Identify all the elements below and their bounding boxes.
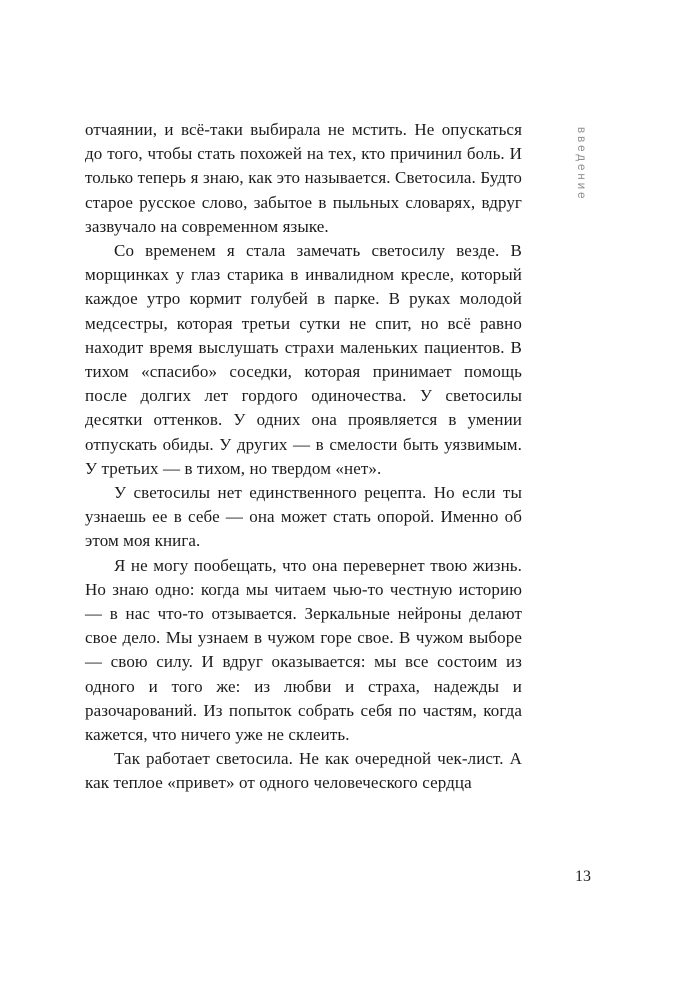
page-number: 13 xyxy=(575,868,591,885)
chapter-side-label: введение xyxy=(575,127,587,202)
paragraph: отчаянии, и всё-таки выбирала не мстить. Не опускаться до того, чтобы стать похожей на тех, кто причинил боль. И только теперь я знаю, как это называется. Светосила. Будто старое русское слово, забытое в пыльных словарях, вдруг зазвучало на современном языке. xyxy=(85,120,522,236)
paragraph: Со временем я стала замечать светосилу везде. В морщинках у глаз старика в инвалидном кресле, который каждое утро кормит голубей в парке. В руках молодой медсестры, которая третьи сутки не спит, но всё равно находит время выслушать страхи маленьких пациентов. В тихом «спасибо» соседки, которая принимает помощь после долгих лет гордого одиночества. У светосилы десятки оттенков. У одних она проявляется в умении отпускать обиды. У других — в смелости быть уязвимым. У третьих — в тихом, но твердом «нет». xyxy=(85,241,522,478)
text-block xyxy=(85,118,522,796)
paragraph: Я не могу пообещать, что она перевернет твою жизнь. Но знаю одно: когда мы читаем чью-то честную историю — в нас что-то отзывается. Зеркальные нейроны делают свое дело. Мы узнаем в чужом горе свое. В чужом выборе — свою силу. И вдруг оказывается: мы все состоим из одного и того же: из любви и страха, надежды и разочарований. Из попыток собрать себя по частям, когда кажется, что ничего уже не склеить. xyxy=(85,555,522,745)
paragraph: Так работает светосила. Не как очередной чек-лист. А как теплое «привет» от одного человеческого сердца xyxy=(85,749,522,793)
paragraph: У светосилы нет единственного рецепта. Но если ты узнаешь ее в себе — она может стать опорой. Именно об этом моя книга. xyxy=(85,483,522,551)
